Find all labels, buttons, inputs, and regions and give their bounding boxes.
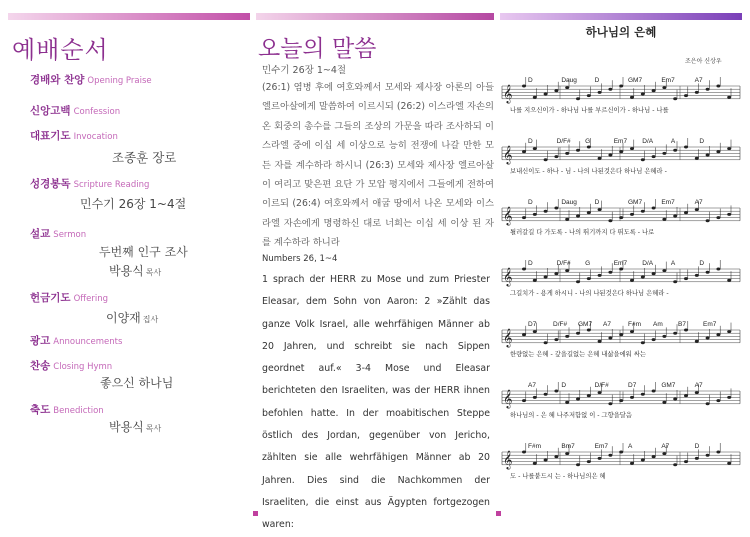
- note-head: [544, 276, 548, 279]
- note-head: [695, 208, 699, 211]
- note-head: [598, 157, 602, 160]
- chord-symbol: A7: [603, 321, 611, 328]
- note-head: [565, 335, 569, 338]
- note-head: [673, 280, 677, 283]
- note-head: [554, 455, 558, 458]
- item-offering: [30, 290, 108, 305]
- chord-symbol: G: [585, 260, 591, 267]
- chord-symbol: GM7: [578, 321, 593, 328]
- speaker-role: 집사: [142, 315, 159, 324]
- item-confession: [30, 103, 120, 118]
- chord-symbol: F#m: [628, 321, 641, 328]
- note-head: [533, 330, 537, 333]
- note-head: [662, 452, 666, 455]
- benediction-speaker: [109, 418, 161, 435]
- note-head: [544, 459, 548, 462]
- note-head: [716, 399, 720, 402]
- note-head: [533, 147, 537, 150]
- note-head: [565, 152, 569, 155]
- header-bar-left: [8, 13, 250, 20]
- item-label: 찬송: [30, 360, 51, 372]
- note-head: [695, 391, 699, 394]
- note-head: [608, 219, 612, 222]
- note-head: [565, 86, 569, 89]
- german-scripture-text: 1 sprach der HERR zu Mose und zum Priester Eleasar, dem Sohn von Aaron: 2 »Zählt das ganze Volk Israel, alle wehrfähigen Männer ab 20 Jahren, und schreibt sie nach Sippen geordnet auf.« 3-4 Mose und Eleasar berichteten den Israeliten, was der HERR ihnen befohlen hatte. In der moabitischen Steppe östlich des Jordan, gegenüber von Jericho, zählten sie alle wehrfähigen Männer ab 20 Jahren. Dies sind die Nachkommen der Israeliten, die einst aus Ägypten fortgezogen waren:: [262, 274, 490, 531]
- note-head: [662, 335, 666, 338]
- chord-symbol: D: [699, 260, 705, 267]
- note-head: [727, 147, 731, 150]
- chord-symbol: Em7: [703, 321, 717, 328]
- item-label-en: Sermon: [53, 230, 87, 240]
- note-head: [652, 89, 656, 92]
- invocation-leader: 조종훈 장로: [112, 150, 177, 165]
- note-head: [695, 457, 699, 460]
- note-head: [608, 271, 612, 274]
- note-head: [533, 213, 537, 216]
- note-head: [522, 451, 526, 454]
- speaker-role: 목사: [145, 424, 162, 433]
- note-head: [598, 274, 602, 277]
- item-closing-hymn: [30, 358, 112, 373]
- note-head: [706, 271, 710, 274]
- note-head: [587, 329, 591, 332]
- chord-symbol: G: [585, 138, 591, 145]
- chord-symbol: Bm7: [561, 443, 575, 450]
- chord-symbol: A7: [661, 443, 670, 450]
- note-head: [641, 93, 645, 96]
- chord-symbol: Em7: [613, 138, 628, 145]
- note-head: [587, 94, 591, 97]
- note-head: [706, 337, 710, 340]
- treble-clef-icon: 𝄞: [503, 328, 513, 347]
- item-label-en: Offering: [73, 294, 108, 304]
- chord-symbol: Em7: [613, 260, 628, 267]
- treble-clef-icon: 𝄞: [503, 267, 513, 286]
- note-head: [641, 276, 645, 279]
- chord-symbol: A: [670, 260, 676, 267]
- note-head: [554, 390, 558, 393]
- chord-symbol: D: [594, 77, 600, 84]
- note-head: [554, 272, 558, 275]
- note-head: [576, 97, 580, 100]
- note-head: [673, 332, 677, 335]
- page-marker: [496, 511, 501, 516]
- chord-symbol: A: [670, 138, 676, 145]
- note-head: [619, 333, 623, 336]
- note-head: [522, 85, 526, 88]
- note-head: [727, 462, 731, 465]
- note-head: [673, 149, 677, 152]
- item-label: 대표기도: [30, 130, 71, 142]
- item-label: 축도: [30, 404, 51, 416]
- note-head: [716, 150, 720, 153]
- treble-clef-icon: 𝄞: [503, 84, 513, 103]
- note-head: [544, 210, 548, 213]
- note-head: [706, 219, 710, 222]
- note-head: [727, 96, 731, 99]
- note-head: [598, 91, 602, 94]
- hymn-composer: 조은아 신상우: [685, 58, 722, 65]
- hymn-lyrics: 도 - 나를붙드시 는 - 하나님의은 혜: [510, 473, 606, 480]
- note-head: [533, 396, 537, 399]
- hymn-title: 하나님의 은혜: [585, 25, 657, 39]
- note-head: [652, 455, 656, 458]
- item-benediction: [30, 402, 104, 417]
- note-head: [554, 338, 558, 341]
- item-label-en: Announcements: [53, 337, 123, 347]
- note-head: [673, 215, 677, 218]
- order-of-worship-title: 예배순서: [12, 36, 109, 64]
- note-head: [587, 277, 591, 280]
- note-head: [662, 218, 666, 221]
- note-head: [619, 85, 623, 88]
- note-head: [684, 460, 688, 463]
- sheet-music: [500, 66, 744, 506]
- note-head: [716, 268, 720, 271]
- treble-clef-icon: 𝄞: [503, 389, 513, 408]
- item-opening-praise: [30, 72, 152, 87]
- note-head: [727, 213, 731, 216]
- sermon-title: 두번째 인구 조사: [99, 245, 188, 259]
- note-head: [608, 402, 612, 405]
- chord-symbol: D: [528, 260, 533, 267]
- chord-symbol: A7: [694, 199, 703, 206]
- treble-clef-icon: 𝄞: [503, 206, 513, 225]
- note-head: [706, 154, 710, 157]
- chord-symbol: Daug: [561, 77, 577, 84]
- closing-hymn-title: 좋으신 하나님: [100, 376, 174, 390]
- note-head: [684, 277, 688, 280]
- scripture-reference: 민수기 26장 1~4절: [262, 65, 347, 76]
- note-head: [565, 218, 569, 221]
- note-head: [716, 451, 720, 454]
- note-head: [684, 211, 688, 214]
- note-head: [684, 329, 688, 332]
- chord-symbol: D/A: [642, 260, 654, 267]
- note-head: [630, 213, 634, 216]
- note-head: [587, 211, 591, 214]
- note-head: [641, 393, 645, 396]
- item-label: 헌금기도: [30, 292, 71, 304]
- note-head: [673, 398, 677, 401]
- item-announcements: [30, 333, 122, 348]
- chord-symbol: D: [528, 77, 533, 84]
- chord-symbol: D/F#: [594, 382, 609, 389]
- note-head: [662, 269, 666, 272]
- note-head: [695, 340, 699, 343]
- note-head: [662, 401, 666, 404]
- hymn-lyrics: 그길치가 - 용게 하시니 - 나의 나된것은다 하나님 은혜라 -: [510, 290, 669, 297]
- note-head: [630, 462, 634, 465]
- hymn-lyrics: 보내신이도 - 하나 - 님 - 나의 나된것은다 하나님 은혜라 -: [510, 168, 667, 175]
- note-head: [598, 457, 602, 460]
- chord-symbol: D: [561, 382, 567, 389]
- note-head: [565, 401, 569, 404]
- note-head: [544, 158, 548, 161]
- note-head: [641, 210, 645, 213]
- chord-symbol: D: [699, 138, 705, 145]
- chord-symbol: D7: [628, 382, 637, 389]
- note-head: [576, 149, 580, 152]
- item-label-en: Invocation: [73, 132, 118, 142]
- note-head: [544, 341, 548, 344]
- note-head: [630, 330, 634, 333]
- item-label-en: Closing Hymn: [53, 362, 113, 372]
- sermon-speaker: [109, 262, 161, 279]
- note-head: [673, 463, 677, 466]
- chord-symbol: GM7: [661, 382, 676, 389]
- note-head: [619, 268, 623, 271]
- note-head: [533, 462, 537, 465]
- note-head: [576, 463, 580, 466]
- chord-symbol: D/A: [642, 138, 654, 145]
- note-head: [522, 399, 526, 402]
- note-head: [706, 454, 710, 457]
- scripture-reference: 민수기 26장 1~4절: [80, 197, 187, 211]
- note-head: [598, 208, 602, 211]
- note-head: [662, 152, 666, 155]
- note-head: [706, 88, 710, 91]
- chord-symbol: Am: [653, 321, 663, 328]
- offering-leader: [106, 309, 158, 326]
- page-marker: [253, 511, 258, 516]
- chord-symbol: Em7: [661, 77, 675, 84]
- note-head: [673, 97, 677, 100]
- note-head: [522, 333, 526, 336]
- note-head: [565, 269, 569, 272]
- item-label: 광고: [30, 335, 51, 347]
- speaker-name: 박용식: [109, 420, 144, 434]
- chord-symbol: D/F#: [556, 260, 571, 267]
- note-head: [695, 274, 699, 277]
- chord-symbol: A7: [694, 382, 703, 389]
- note-head: [619, 150, 623, 153]
- note-head: [684, 146, 688, 149]
- chord-symbol: F#m: [528, 443, 541, 450]
- item-label: 경배와 찬양: [30, 74, 85, 86]
- chord-symbol: D/F#: [553, 321, 568, 328]
- note-head: [652, 207, 656, 210]
- note-head: [587, 146, 591, 149]
- item-label-en: Benediction: [53, 406, 104, 416]
- chord-symbol: Em7: [594, 443, 609, 450]
- note-head: [641, 459, 645, 462]
- speaker-role: 목사: [145, 268, 162, 277]
- note-head: [554, 89, 558, 92]
- note-head: [608, 154, 612, 157]
- chord-symbol: D7: [528, 321, 537, 328]
- speaker-name: 이양재: [106, 311, 141, 325]
- item-label: 성경봉독: [30, 178, 71, 190]
- note-head: [619, 399, 623, 402]
- item-scripture-reading: [30, 176, 149, 191]
- note-head: [652, 272, 656, 275]
- header-bar-right: [500, 13, 742, 20]
- note-head: [695, 157, 699, 160]
- note-head: [576, 332, 580, 335]
- chord-symbol: A7: [694, 77, 703, 84]
- note-head: [554, 207, 558, 210]
- chord-symbol: D/F#: [556, 138, 571, 145]
- note-head: [630, 396, 634, 399]
- speaker-name: 박용식: [109, 264, 144, 278]
- note-head: [544, 393, 548, 396]
- note-head: [716, 85, 720, 88]
- note-head: [608, 88, 612, 91]
- note-head: [619, 216, 623, 219]
- hymn-lyrics: 한량없는 은혜 - 갚을길없는 은혜 내삶을에워 싸는: [510, 351, 646, 358]
- note-head: [630, 279, 634, 282]
- note-head: [684, 394, 688, 397]
- chord-symbol: D: [594, 199, 600, 206]
- note-head: [608, 454, 612, 457]
- hymn-lyrics: 하나님의 - 은 혜 나주저함없 이 - 그향을달음: [510, 412, 632, 419]
- header-bar-middle: [256, 13, 494, 20]
- note-head: [706, 402, 710, 405]
- note-head: [544, 93, 548, 96]
- todays-word-title: 오늘의 말씀: [258, 36, 377, 62]
- chord-symbol: A: [628, 443, 633, 450]
- chord-symbol: A7: [528, 382, 536, 389]
- korean-scripture-text: (26:1) 염병 후에 여호와께서 모세와 제사장 아론의 아들 엘르아살에게 말씀하여 이르시되 (26:2) 이스라엘 자손의 온 회중의 총수를 그들의 조상의 가문을 따라 조사하되 이스라엘 중에 이십 세 이상으로 능히 전쟁에 나갈 만한 모든 자를 계수하라 하시니 (26:3) 모세와 제사장 엘르아살이 여리고 맞은편 요단 가 모압 평지에서 그들에게 전하여 이르되 (26:4) 여호와께서 애굽 땅에서 나온 모세와 이스라엘 자손에게 명령하신 대로 너희는 이십 세 이상 된 자를 계수하라 하니라: [262, 82, 494, 249]
- item-label-en: Opening Praise: [87, 76, 152, 86]
- chord-symbol: B7: [678, 321, 686, 328]
- note-head: [619, 451, 623, 454]
- note-head: [598, 391, 602, 394]
- note-head: [522, 150, 526, 153]
- note-head: [662, 86, 666, 89]
- note-head: [608, 337, 612, 340]
- chord-symbol: D: [528, 199, 533, 206]
- item-sermon: [30, 226, 86, 241]
- note-head: [652, 338, 656, 341]
- note-head: [533, 96, 537, 99]
- note-head: [695, 91, 699, 94]
- hymn-lyrics: 될러갈길 다 가도록 - 나의 뛰기까지 다 뛰도록 - 나로: [510, 229, 655, 236]
- note-head: [554, 155, 558, 158]
- chord-symbol: GM7: [628, 77, 643, 84]
- note-head: [576, 398, 580, 401]
- note-head: [576, 215, 580, 218]
- note-head: [652, 155, 656, 158]
- item-label: 신앙고백: [30, 105, 71, 117]
- note-head: [522, 216, 526, 219]
- treble-clef-icon: 𝄞: [503, 450, 513, 469]
- note-head: [565, 452, 569, 455]
- note-head: [716, 216, 720, 219]
- item-invocation: [30, 128, 118, 143]
- note-head: [533, 279, 537, 282]
- note-head: [727, 279, 731, 282]
- note-head: [630, 96, 634, 99]
- note-head: [727, 330, 731, 333]
- note-head: [587, 460, 591, 463]
- note-head: [727, 396, 731, 399]
- hymn-lyrics: 나를 지으신이가 - 하나님 나를 부르신이가 - 하나님 - 나를: [510, 107, 669, 114]
- note-head: [576, 280, 580, 283]
- item-label-en: Confession: [73, 107, 121, 117]
- note-head: [641, 158, 645, 161]
- note-head: [684, 94, 688, 97]
- german-scripture-reference: Numbers 26, 1~4: [262, 254, 338, 264]
- note-head: [587, 394, 591, 397]
- chord-symbol: D: [694, 443, 700, 450]
- item-label: 설교: [30, 228, 51, 240]
- treble-clef-icon: 𝄞: [503, 145, 513, 164]
- chord-symbol: Em7: [661, 199, 675, 206]
- note-head: [652, 390, 656, 393]
- note-head: [716, 333, 720, 336]
- chord-symbol: D: [528, 138, 533, 145]
- note-head: [630, 147, 634, 150]
- note-head: [598, 340, 602, 343]
- item-label-en: Scripture Reading: [73, 180, 150, 190]
- note-head: [641, 341, 645, 344]
- chord-symbol: GM7: [628, 199, 643, 206]
- note-head: [522, 268, 526, 271]
- chord-symbol: Daug: [561, 199, 577, 206]
